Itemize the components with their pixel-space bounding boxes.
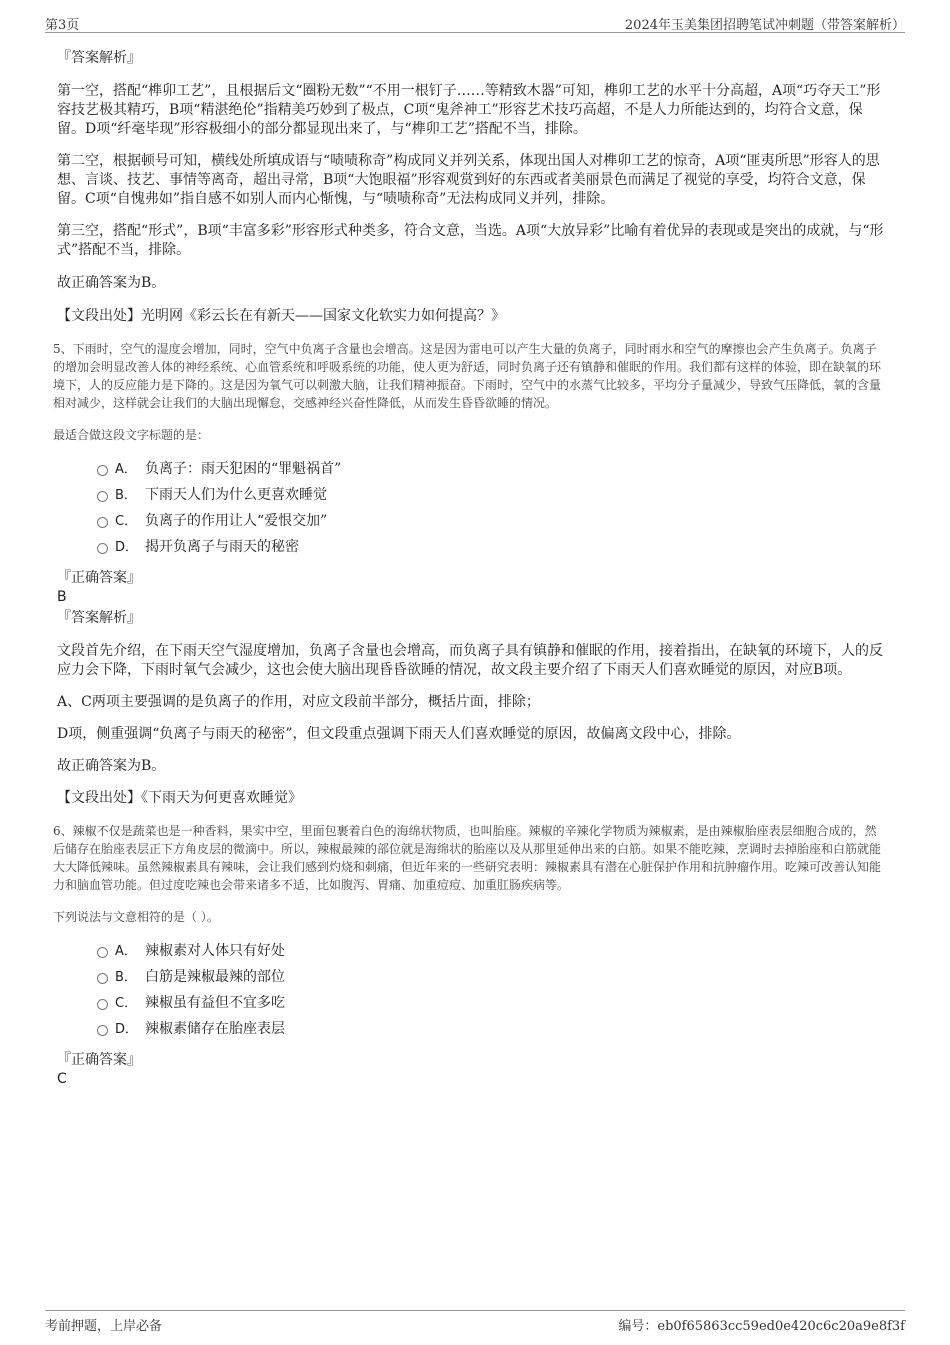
option-list	[57, 456, 887, 560]
main-content	[53, 46, 887, 1088]
option-b[interactable]: B． 白筋是辣椒最辣的部位	[57, 964, 887, 990]
analysis-label: 『答案解析』	[57, 50, 141, 66]
conclusion: 故正确答案为B。	[57, 275, 166, 291]
document-code: 编号：eb0f65863cc59ed0e420c6c20a9e8f3f	[618, 1319, 905, 1334]
option-b[interactable]: B． 下雨天人们为什么更喜欢睡觉	[57, 482, 887, 508]
radio-icon[interactable]	[97, 465, 108, 476]
analysis-paragraph: 第一空，搭配“榫卯工艺”，且根据后文“圈粉无数”“不用一根钉子……等精致木器”可知，榫卯工艺的水平十分高超，A项“巧夺天工”形容技艺极其精巧，B项“精湛绝伦”指精美巧妙到了极点，C项“鬼斧神工”形容艺术技巧高超，不是人力所能达到的，均符合文意，保留。D项“纤毫毕现”形容极细小的部分都显现出来了，与“榫卯工艺”搭配不当，排除。	[57, 83, 881, 137]
question-stem: 最适合做这段文字标题的是：	[53, 428, 210, 442]
conclusion: 故正确答案为B。	[57, 758, 166, 774]
option-d[interactable]: D． 揭开负离子与雨天的秘密	[57, 534, 887, 560]
analysis-paragraph: A、C两项主要强调的是负离子的作用，对应文段前半部分，概括片面，排除；	[57, 694, 540, 710]
footer-slogan: 考前押题，上岸必备	[45, 1319, 163, 1334]
radio-icon[interactable]	[97, 973, 108, 984]
question-passage: 6、辣椒不仅是蔬菜也是一种香料，果实中空，里面包裹着白色的海绵状物质，也叫胎座。辣椒的辛辣化学物质为辣椒素，是由辣椒胎座表层细胞合成的，然后储存在胎座表层正下方角皮层的微滴中。所以，辣椒最辣的部位就是海绵状的胎座以及从那里延伸出来的白筋。如果不能吃辣，烹调时去掉胎座和白筋就能大大降低辣味。虽然辣椒素具有辣味，会让我们感到灼烧和刺痛，但近年来的一些研究表明：辣椒素具有潜在心脏保护作用和抗肿瘤作用。吃辣可改善认知能力和脑血管功能。但过度吃辣也会带来诸多不适，比如腹泻、胃痛、加重痘痘、加重肛肠疾病等。	[53, 824, 882, 892]
page-footer	[45, 1310, 905, 1334]
source-note: 【文段出处】《下雨天为何更喜欢睡觉》	[57, 790, 302, 806]
radio-icon[interactable]	[97, 999, 108, 1010]
page-number: 第3页	[45, 18, 80, 33]
radio-icon[interactable]	[97, 543, 108, 554]
answer-value: B	[57, 589, 67, 605]
option-c[interactable]: C． 辣椒虽有益但不宜多吃	[57, 990, 887, 1016]
option-a[interactable]: A． 辣椒素对人体只有好处	[57, 938, 887, 964]
answer-label: 『正确答案』	[57, 1052, 141, 1068]
answer-value: C	[57, 1071, 67, 1087]
analysis-paragraph: 文段首先介绍，在下雨天空气湿度增加，负离子含量也会增高，而负离子具有镇静和催眠的作用，接着指出，在缺氧的环境下，人的反应力会下降，下雨时氧气会减少，这也会使大脑出现昏昏欲睡的情况，故文段主要介绍了下雨天人们喜欢睡觉的原因，对应B项。	[57, 643, 883, 678]
analysis-paragraph: 第二空，根据顿号可知，横线处所填成语与“啧啧称奇”构成同义并列关系，体现出国人对榫卯工艺的惊奇，A项“匪夷所思”形容人的思想、言谈、技艺、事情等离奇，超出寻常，B项“大饱眼福”形容观赏到好的东西或者美丽景色而满足了视觉的享受，均符合文意，保留。C项“自愧弗如”指自感不如别人而内心惭愧，与“啧啧称奇”无法构成同义并列，排除。	[57, 153, 880, 207]
option-a[interactable]: A． 负离子：雨天犯困的“罪魁祸首”	[57, 456, 887, 482]
radio-icon[interactable]	[97, 1025, 108, 1036]
page-header	[45, 12, 905, 33]
option-list	[57, 938, 887, 1042]
radio-icon[interactable]	[97, 517, 108, 528]
question-stem: 下列说法与文意相符的是（ ）。	[53, 910, 219, 924]
analysis-paragraph: D项，侧重强调“负离子与雨天的秘密”，但文段重点强调下雨天人们喜欢睡觉的原因，故偏离文段中心，排除。	[57, 726, 741, 742]
analysis-label: 『答案解析』	[57, 610, 141, 626]
option-d[interactable]: D． 辣椒素储存在胎座表层	[57, 1016, 887, 1042]
answer-label: 『正确答案』	[57, 570, 141, 586]
analysis-paragraph: 第三空，搭配“形式”，B项“丰富多彩”形容形式种类多，符合文意，当选。A项“大放异彩”比喻有着优异的表现或是突出的成就，与“形式”搭配不当，排除。	[57, 223, 884, 258]
radio-icon[interactable]	[97, 491, 108, 502]
question-passage: 5、下雨时，空气的湿度会增加，同时，空气中负离子含量也会增高。这是因为雷电可以产生大量的负离子，同时雨水和空气的摩擦也会产生负离子。负离子的增加会明显改善人体的神经系统、心血管系统和呼吸系统的功能，使人更为舒适，同时负离子还有镇静和催眠的作用。我们都有这样的体验，即在缺氧的环境下，人的反应能力是下降的。这是因为氧气可以刺激大脑，让我们精神振奋。下雨时，空气中的水蒸气比较多，平均分子量减少，导致气压降低，氧的含量相对减少，这样就会让我们的大脑出现懈怠，交感神经兴奋性降低，从而发生昏昏欲睡的情况。	[53, 342, 882, 410]
option-c[interactable]: C． 负离子的作用让人“爱恨交加”	[57, 508, 887, 534]
radio-icon[interactable]	[97, 947, 108, 958]
document-title: 2024年玉美集团招聘笔试冲刺题（带答案解析）	[624, 18, 905, 33]
source-note: 【文段出处】光明网《彩云长在有新天——国家文化软实力如何提高？》	[57, 308, 505, 324]
